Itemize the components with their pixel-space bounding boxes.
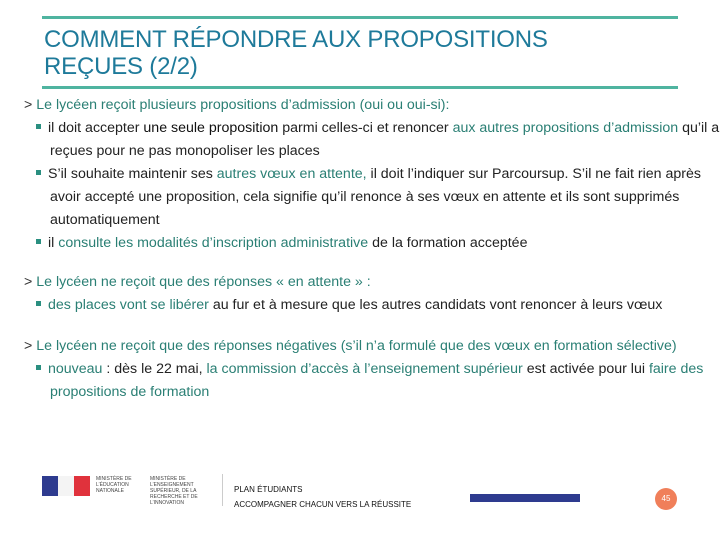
bullet-square-icon xyxy=(36,170,41,175)
plan-subtitle: ACCOMPAGNER CHACUN VERS LA RÉUSSITE xyxy=(234,500,412,509)
bullet-keep-waiting: S’il souhaite maintenir ses autres vœux en attente, il doit l’indiquer sur Parcoursup. S’il ne fait rien après avoir accepté une proposition, cela signifie qu’il renonce à ses vœux en attente et ils sont supprimés automatiquement xyxy=(24,163,720,232)
title-underline xyxy=(42,86,678,89)
title-line-1: COMMENT RÉPONDRE AUX PROPOSITIONS xyxy=(44,26,548,53)
bullet-square-icon xyxy=(36,124,41,129)
bullet-square-icon xyxy=(36,239,41,244)
section-head-negative: > Le lycéen ne reçoit que des réponses négatives (s’il n’a formulé que des vœux en formation sélective) xyxy=(24,338,677,354)
bullet-commission: nouveau : dès le 22 mai, la commission d’accès à l’enseignement supérieur est activée pour lui faire des propositions de formation xyxy=(24,358,720,404)
plan-title: PLAN ÉTUDIANTS xyxy=(234,485,303,494)
content-body xyxy=(24,94,720,404)
page-number-badge: 45 xyxy=(655,488,677,510)
logo-ministry-higher-ed: MINISTÈRE DE L’ENSEIGNEMENT SUPÉRIEUR, DE LA RECHERCHE ET DE L’INNOVATION xyxy=(150,476,198,506)
bullet-square-icon xyxy=(36,365,41,370)
bullet-accept-one: il doit accepter une seule proposition parmi celles-ci et renoncer aux autres propositions d’admission qu’il a reçues pour ne pas monopoliser les places xyxy=(24,117,720,163)
bullet-registration: il consulte les modalités d’inscription administrative de la formation acceptée xyxy=(24,232,720,255)
top-rule xyxy=(42,16,678,19)
plan-etudiants xyxy=(234,482,411,512)
section-head-waiting: > Le lycéen ne reçoit que des réponses « en attente » : xyxy=(24,274,371,290)
bullet-square-icon xyxy=(36,301,41,306)
bullet-places-free: des places vont se libérer au fur et à mesure que les autres candidats vont renoncer à leurs vœux xyxy=(24,294,720,317)
marianne-flag-icon xyxy=(42,476,90,496)
footer xyxy=(0,468,720,528)
section-head-multiple-offers: > Le lycéen reçoit plusieurs propositions d’admission (oui ou oui-si): xyxy=(24,97,450,113)
ministry-logo xyxy=(42,474,223,506)
footer-blue-bar xyxy=(470,494,580,502)
title-line-2: REÇUES (2/2) xyxy=(44,53,198,80)
logo-ministry-education: MINISTÈRE DE L’ÉDUCATION NATIONALE xyxy=(96,476,132,494)
page-title xyxy=(44,26,684,80)
